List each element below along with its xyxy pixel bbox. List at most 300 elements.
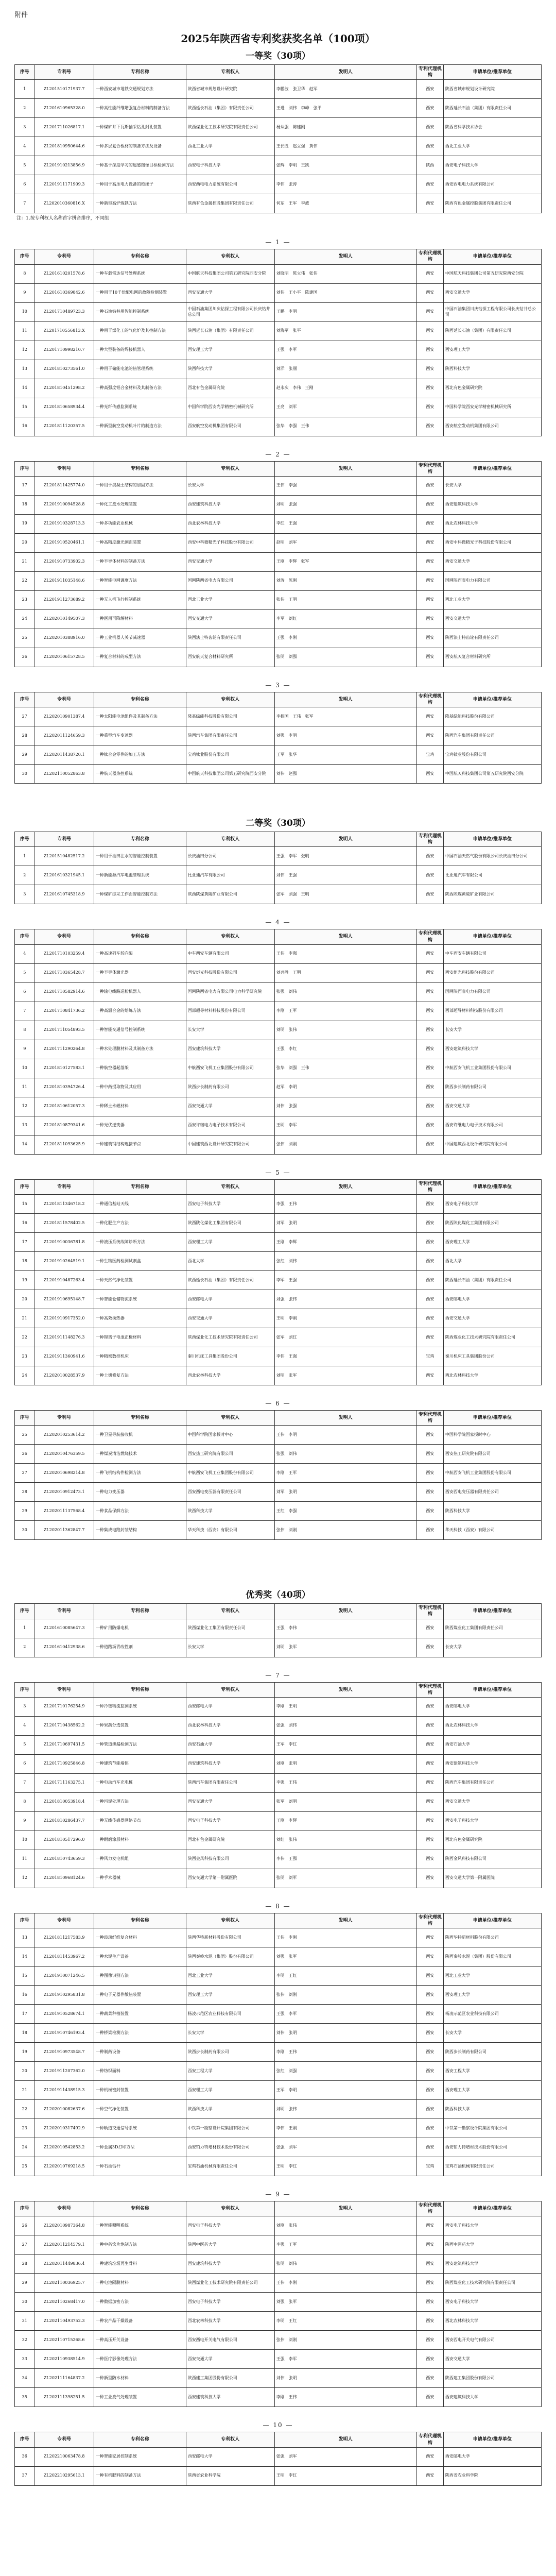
- table-cell: 西安理工大学: [186, 341, 274, 360]
- table-cell: 陕西汽车集团有限责任公司: [443, 726, 541, 745]
- table-cell: 西北农林科技大学: [186, 1366, 274, 1385]
- table-row: [15, 533, 542, 552]
- table-cell: 张明 刘军: [274, 1869, 416, 1888]
- table-row: [15, 1270, 542, 1290]
- table-cell: 一种新型高炉炼铁方法: [94, 194, 186, 213]
- table-cell: 中国石油集团川庆钻探工程有限公司长庆钻井总公司: [186, 302, 274, 321]
- table-cell: 西安: [416, 1213, 443, 1232]
- table-cell: 23: [15, 590, 34, 609]
- table-cell: ZL202010149507.3: [34, 609, 94, 629]
- table-cell: 21: [15, 552, 34, 571]
- table-cell: ZL201910328713.3: [34, 514, 94, 533]
- table-cell: 一种石油钻杆: [94, 2157, 186, 2176]
- table-cell: 西安建筑科技大学: [443, 1754, 541, 1773]
- table-row: [15, 707, 542, 726]
- table-row: [15, 648, 542, 667]
- award-table: [14, 1682, 542, 1888]
- table-cell: 陕西中医药大学: [186, 2235, 274, 2255]
- table-cell: 西安: [416, 2043, 443, 2062]
- column-header: 专利代理机构: [416, 65, 443, 80]
- table-cell: 西安炬光科技股份有限公司: [186, 963, 274, 982]
- column-header: 专利号: [34, 1410, 94, 1425]
- table-cell: 西安: [416, 2466, 443, 2485]
- table-cell: 西安: [416, 1251, 443, 1270]
- table-cell: 西安交通大学: [443, 2350, 541, 2369]
- column-header: 专利代理机构: [416, 1604, 443, 1619]
- table-cell: 陕西建工集团股份有限公司: [186, 2369, 274, 2388]
- table-cell: 李刚 王伟: [274, 2388, 416, 2407]
- table-row: [15, 99, 542, 118]
- table-cell: ZL201711054893.5: [34, 1021, 94, 1040]
- table-cell: 一种图像识别方法: [94, 1967, 186, 1986]
- table-cell: 一种高压开关设备: [94, 2331, 186, 2350]
- table-cell: 王强 李伟: [274, 1619, 416, 1638]
- table-cell: ZL202010769218.5: [34, 2157, 94, 2176]
- table-cell: ZL201710925846.8: [34, 1754, 94, 1773]
- table-cell: 陕西陕煤黄陵矿业有限公司: [443, 885, 541, 904]
- table-cell: 一种电动汽车充电桩: [94, 1773, 186, 1792]
- table-cell: 一种新型防水材料: [94, 2369, 186, 2388]
- table-cell: 12: [15, 1097, 34, 1116]
- table-cell: ZL202011137568.4: [34, 1502, 94, 1521]
- table-cell: 中国石油天然气股份有限公司长庆油田分公司: [443, 847, 541, 866]
- table-cell: ZL201811217583.9: [34, 1928, 94, 1947]
- table-cell: 宝鸡石油机械有限责任公司: [186, 2157, 274, 2176]
- table-cell: ZL201810394726.4: [34, 1078, 94, 1097]
- table-cell: 8: [15, 1021, 34, 1040]
- table-cell: 陕西步长制药有限公司: [186, 2043, 274, 2062]
- table-cell: 西安: [416, 1059, 443, 1078]
- table-row: [15, 1638, 542, 1657]
- table-cell: 西安: [416, 963, 443, 982]
- table-cell: 29: [15, 2274, 34, 2293]
- table-cell: ZL201811425774.0: [34, 476, 94, 495]
- table-header-row: [15, 692, 542, 707]
- table-cell: 西安: [416, 1521, 443, 1540]
- table-cell: 宝鸡石油机械有限责任公司: [443, 2157, 541, 2176]
- table-cell: 中国航天科技集团公司第五研究院西安分院: [186, 264, 274, 283]
- table-cell: 西安建筑科技大学: [186, 1754, 274, 1773]
- page-number: — 2 —: [265, 450, 291, 458]
- table-cell: 9: [15, 1811, 34, 1831]
- table-cell: 一种玻璃纤维复合材料: [94, 1928, 186, 1947]
- table-cell: 一种化肥生产方法: [94, 1213, 186, 1232]
- column-header: 专利代理机构: [416, 2201, 443, 2216]
- table-cell: 一种土壤修复方法: [94, 1366, 186, 1385]
- table-cell: 14: [15, 1135, 34, 1154]
- table-cell: 张伟 王明: [274, 590, 416, 609]
- table-cell: 27: [15, 2235, 34, 2255]
- column-header: 序号: [15, 1179, 34, 1194]
- table-cell: 西北农林科技大学: [443, 1716, 541, 1735]
- table-row: [15, 2157, 542, 2176]
- page-number: — 8 —: [265, 1902, 291, 1910]
- table-cell: 中铁第一勘察设计院集团有限公司: [443, 2119, 541, 2138]
- table-cell: ZL201911360941.6: [34, 1347, 94, 1366]
- table-cell: 陕西煤业化工技术研究院有限责任公司: [186, 118, 274, 137]
- table-row: [15, 629, 542, 648]
- column-header: 申请单位/推荐单位: [443, 249, 541, 264]
- table-cell: 陕西步长制药有限公司: [443, 2043, 541, 2062]
- table-cell: 西安邮电大学: [186, 2447, 274, 2466]
- table-cell: 刘明 张军: [274, 1366, 416, 1385]
- table-cell: 西安: [416, 417, 443, 436]
- table-cell: 一种桥梁检测方法: [94, 2024, 186, 2043]
- table-cell: 西安: [416, 1040, 443, 1059]
- award-table: [14, 1603, 542, 1657]
- table-cell: 26: [15, 648, 34, 667]
- table-cell: 一种电池隔膜材料: [94, 2274, 186, 2293]
- table-cell: 一种新能源汽车电池管理系统: [94, 866, 186, 885]
- table-cell: 王强 李军: [274, 341, 416, 360]
- table-cell: ZL201610745318.9: [34, 885, 94, 904]
- column-header: 专利名称: [94, 1682, 186, 1697]
- award-sections: [14, 48, 542, 2495]
- table-cell: 陕西步长制药有限公司: [443, 1078, 541, 1097]
- table-cell: 7: [15, 1773, 34, 1792]
- table-cell: 西安航天复合材料研究所: [186, 648, 274, 667]
- table-cell: 西安: [416, 2138, 443, 2157]
- column-header: 专利权人: [186, 1179, 274, 1194]
- table-cell: ZL201510171937.7: [34, 80, 94, 99]
- table-cell: 刘刚 张伟: [274, 2216, 416, 2235]
- table-cell: 一种重型汽车变速器: [94, 726, 186, 745]
- table-cell: ZL201810517296.0: [34, 1831, 94, 1850]
- table-cell: 西安航空发动机集团有限公司: [186, 417, 274, 436]
- table-cell: 西北工业大学: [443, 137, 541, 156]
- table-cell: 中航西安飞机工业集团股份有限公司: [443, 1059, 541, 1078]
- table-cell: 陕西汽车集团有限责任公司: [186, 726, 274, 745]
- table-cell: 西安: [416, 2100, 443, 2119]
- column-header: 序号: [15, 1913, 34, 1928]
- table-cell: 西安: [416, 379, 443, 398]
- table-cell: 宝鸡钛业股份有限公司: [186, 745, 274, 765]
- table-row: [15, 866, 542, 885]
- table-cell: 西安: [416, 1366, 443, 1385]
- table-cell: ZL201910733902.3: [34, 552, 94, 571]
- table-cell: 比亚迪汽车有限公司: [186, 866, 274, 885]
- table-cell: 西安理工大学: [443, 2081, 541, 2100]
- table-cell: 一种工业废气处理装置: [94, 2388, 186, 2407]
- column-header: 专利号: [34, 1913, 94, 1928]
- column-header: 专利代理机构: [416, 2432, 443, 2447]
- table-cell: 中国建筑西北设计研究院有限公司: [443, 1135, 541, 1154]
- table-cell: ZL201711290264.8: [34, 1040, 94, 1059]
- table-cell: 陕西科技大学: [443, 1502, 541, 1521]
- table-row: [15, 2293, 542, 2312]
- table-cell: 一种水泥生产设备: [94, 1947, 186, 1967]
- column-header: 申请单位/推荐单位: [443, 1682, 541, 1697]
- table-cell: 8: [15, 264, 34, 283]
- table-cell: 20: [15, 1290, 34, 1309]
- table-cell: ZL201810273561.0: [34, 360, 94, 379]
- table-cell: 23: [15, 1347, 34, 1366]
- table-row: [15, 2216, 542, 2235]
- table-cell: 陕西煤业化工集团有限责任公司: [443, 1619, 541, 1638]
- table-cell: 王强 李军 张明: [274, 847, 416, 866]
- column-header: 专利代理机构: [416, 1179, 443, 1194]
- table-cell: 张强 刘军: [274, 2447, 416, 2466]
- column-header: 申请单位/推荐单位: [443, 832, 541, 847]
- table-cell: 西安: [416, 2119, 443, 2138]
- table-cell: 李强 王伟: [274, 1194, 416, 1213]
- table-cell: 西北有色金属研究院: [186, 379, 274, 398]
- table-cell: 20: [15, 2062, 34, 2081]
- table-cell: 一种冷链物流监测系统: [94, 1697, 186, 1716]
- table-cell: 中车西安车辆有限公司: [186, 944, 274, 963]
- table-cell: 西部超导材料科技股份有限公司: [186, 1002, 274, 1021]
- table-cell: 西安西电电力系统有限公司: [186, 175, 274, 194]
- table-cell: 12: [15, 341, 34, 360]
- column-header: 发明人: [274, 1179, 416, 1194]
- table-cell: ZL202011449836.4: [34, 2255, 94, 2274]
- table-cell: 西安交通大学: [443, 1097, 541, 1116]
- award-table: [14, 832, 542, 904]
- column-header: 申请单位/推荐单位: [443, 1913, 541, 1928]
- table-cell: 中车西安车辆有限公司: [443, 944, 541, 963]
- table-cell: 西安: [416, 1947, 443, 1967]
- table-cell: 王军 张华: [274, 745, 416, 765]
- column-header: 申请单位/推荐单位: [443, 692, 541, 707]
- table-cell: ZL202010912473.1: [34, 1483, 94, 1502]
- table-row: [15, 2100, 542, 2119]
- table-cell: 西安交通大学: [186, 1097, 274, 1116]
- table-cell: 陕西金风科技有限公司: [186, 1850, 274, 1869]
- table-header-row: [15, 1179, 542, 1194]
- table-cell: 李刚 王军: [274, 1464, 416, 1483]
- table-cell: 14: [15, 1947, 34, 1967]
- table-cell: 刘军 张明: [274, 1213, 416, 1232]
- column-header: 发明人: [274, 2432, 416, 2447]
- table-cell: 西安理工大学: [443, 1232, 541, 1251]
- award-section: [14, 793, 542, 1549]
- table-cell: 一种光纤传感监测系统: [94, 398, 186, 417]
- table-cell: 30: [15, 765, 34, 784]
- table-cell: 西安建筑科技大学: [186, 495, 274, 514]
- table-cell: 西安: [416, 847, 443, 866]
- table-row: [15, 963, 542, 982]
- column-header: 发明人: [274, 2201, 416, 2216]
- table-cell: 16: [15, 417, 34, 436]
- table-cell: 西安电子科技大学: [186, 2216, 274, 2235]
- column-header: 专利权人: [186, 2432, 274, 2447]
- table-cell: 张军 刘明: [274, 1792, 416, 1811]
- table-row: [15, 194, 542, 213]
- table-cell: 一种水处理膜材料及其制备方法: [94, 1040, 186, 1059]
- table-cell: 李伟 王强: [274, 1850, 416, 1869]
- table-cell: 王红 李强: [274, 1502, 416, 1521]
- table-cell: 刘伟 赵强: [274, 765, 416, 784]
- column-header: 专利权人: [186, 2201, 274, 2216]
- table-row: [15, 1426, 542, 1445]
- table-cell: 西安: [416, 1773, 443, 1792]
- table-row: [15, 1792, 542, 1811]
- table-cell: 西安西电变压器有限责任公司: [443, 1483, 541, 1502]
- table-cell: 14: [15, 379, 34, 398]
- table-row: [15, 1213, 542, 1232]
- table-cell: 刘军 张明: [274, 1483, 416, 1502]
- table-cell: 西安: [416, 1290, 443, 1309]
- table-cell: 一种生物医药检测试剂盒: [94, 1251, 186, 1270]
- table-cell: 王强 李刚: [274, 629, 416, 648]
- table-cell: 李伟 王强: [274, 1347, 416, 1366]
- table-cell: ZL201811120357.5: [34, 417, 94, 436]
- table-cell: 刘晓明 陈立伟 张伟: [274, 264, 416, 283]
- table-cell: 张强 刘伟: [274, 1445, 416, 1464]
- table-cell: 西部超导材料科技股份有限公司: [443, 1002, 541, 1021]
- table-row: [15, 1831, 542, 1850]
- column-header: 专利权人: [186, 1604, 274, 1619]
- table-cell: 一种煤矿井下瓦斯抽采钻孔封孔装置: [94, 118, 186, 137]
- table-cell: 一种数据加密方法: [94, 2293, 186, 2312]
- table-cell: 西安中科微精光子科技股份有限公司: [443, 533, 541, 552]
- table-cell: 17: [15, 476, 34, 495]
- table-cell: 张红 刘伟: [274, 1251, 416, 1270]
- table-cell: 刘海军 张平: [274, 321, 416, 341]
- table-cell: 王军 李明: [274, 2081, 416, 2100]
- column-header: 发明人: [274, 929, 416, 944]
- table-cell: 西安邮电大学: [186, 1290, 274, 1309]
- table-cell: ZL202210063478.8: [34, 2447, 94, 2466]
- table-cell: 西安: [416, 2062, 443, 2081]
- table-cell: 中国科学院西安光学精密机械研究所: [186, 398, 274, 417]
- table-cell: 西安热工研究院有限公司: [443, 1445, 541, 1464]
- table-cell: 长安大学: [443, 1021, 541, 1040]
- table-cell: ZL202010317492.9: [34, 2119, 94, 2138]
- table-cell: 一种金属3D打印方法: [94, 2138, 186, 2157]
- table-cell: 华天科技（西安）有限公司: [443, 1521, 541, 1540]
- column-header: 专利号: [34, 692, 94, 707]
- table-cell: 西安: [416, 80, 443, 99]
- table-cell: ZL202110036925.7: [34, 2274, 94, 2293]
- table-cell: 28: [15, 2255, 34, 2274]
- table-cell: 中国科学院西安光学精密机械研究所: [443, 398, 541, 417]
- table-cell: 隆基绿能科技股份有限公司: [186, 707, 274, 726]
- table-cell: 一种机械密封装置: [94, 2081, 186, 2100]
- table-cell: 陕西省农业科学院: [443, 2466, 541, 2485]
- table-cell: 李鹏波 张卫华 赵军: [274, 80, 416, 99]
- table-cell: 王刚 李辉: [274, 1232, 416, 1251]
- table-cell: 西安许继电力电子技术有限公司: [186, 1116, 274, 1135]
- table-cell: 西安中科微精光子科技股份有限公司: [186, 533, 274, 552]
- page-title: 2025年陕西省专利奖获奖名单（100项）: [181, 32, 375, 45]
- table-cell: 西北大学: [186, 1251, 274, 1270]
- table-cell: 30: [15, 2293, 34, 2312]
- table-cell: 9: [15, 1040, 34, 1059]
- table-cell: ZL202010082637.6: [34, 2100, 94, 2119]
- table-cell: 西安交通大学: [443, 609, 541, 629]
- table-cell: 西北农林科技大学: [443, 2312, 541, 2331]
- table-cell: 张华 刘强 王伟: [274, 1059, 416, 1078]
- table-row: [15, 514, 542, 533]
- column-header: 专利名称: [94, 929, 186, 944]
- table-row: [15, 571, 542, 590]
- table-cell: 西安: [416, 707, 443, 726]
- table-row: [15, 2331, 542, 2350]
- award-table: [14, 1179, 542, 1385]
- table-cell: 王伟 李刚: [274, 1928, 416, 1947]
- column-header: 专利代理机构: [416, 692, 443, 707]
- table-row: [15, 1251, 542, 1270]
- table-cell: 西安: [416, 2235, 443, 2255]
- table-row: [15, 1194, 542, 1213]
- table-cell: 22: [15, 1328, 34, 1347]
- table-cell: 王军 李红: [274, 1735, 416, 1754]
- table-cell: 一种蔬菜种植装置: [94, 2005, 186, 2024]
- table-cell: 2: [15, 1638, 34, 1657]
- table-cell: 西安: [416, 1002, 443, 1021]
- table-cell: 一种天然气净化装置: [94, 1270, 186, 1290]
- table-cell: 西安: [416, 2331, 443, 2350]
- table-cell: ZL201811346718.2: [34, 1194, 94, 1213]
- table-cell: 李强 王军: [274, 2235, 416, 2255]
- table-cell: 4: [15, 1716, 34, 1735]
- table-row: [15, 1754, 542, 1773]
- column-header: 专利号: [34, 2432, 94, 2447]
- table-cell: 31: [15, 2312, 34, 2331]
- table-cell: 一种通信基站天线: [94, 1194, 186, 1213]
- table-cell: 一种医用可降解材料: [94, 609, 186, 629]
- table-cell: ZL202111398251.5: [34, 2388, 94, 2407]
- table-cell: 长安大学: [443, 476, 541, 495]
- table-cell: 西安: [416, 1483, 443, 1502]
- table-cell: 中国石油集团川庆钻探工程有限公司长庆钻井总公司: [443, 302, 541, 321]
- column-header: 发明人: [274, 832, 416, 847]
- table-cell: ZL201910528674.1: [34, 2005, 94, 2024]
- table-cell: 一种高速列车转向架: [94, 944, 186, 963]
- table-cell: ZL201810127583.1: [34, 1059, 94, 1078]
- table-cell: 一种道路沥青改性剂: [94, 1638, 186, 1657]
- table-cell: 13: [15, 1928, 34, 1947]
- table-cell: 王刚 李辉: [274, 1811, 416, 1831]
- table-cell: 西安: [416, 175, 443, 194]
- table-cell: ZL201910917352.0: [34, 1309, 94, 1328]
- table-cell: 陕西华特新材料股份有限公司: [443, 1928, 541, 1947]
- table-cell: 西安: [416, 609, 443, 629]
- table-cell: 21: [15, 1309, 34, 1328]
- table-cell: 陕西法士特齿轮有限责任公司: [443, 629, 541, 648]
- column-header: 序号: [15, 65, 34, 80]
- table-row: [15, 2466, 542, 2485]
- table-cell: 西北有色金属研究院: [443, 1831, 541, 1850]
- table-cell: 刘强 李明: [274, 726, 416, 745]
- table-row: [15, 1135, 542, 1154]
- section-title: 一等奖（30项）: [246, 51, 310, 61]
- table-cell: 西安电子科技大学: [186, 156, 274, 175]
- table-cell: 刘强 张伟: [274, 1290, 416, 1309]
- table-cell: 西安邮电大学: [443, 1697, 541, 1716]
- table-cell: 陕西建工集团股份有限公司: [443, 2369, 541, 2388]
- table-cell: 王强 李红: [274, 1040, 416, 1059]
- table-row: [15, 2005, 542, 2024]
- table-cell: 西安电子科技大学: [443, 2216, 541, 2235]
- column-header: 专利名称: [94, 1179, 186, 1194]
- table-cell: 长安大学: [186, 2024, 274, 2043]
- table-cell: 西安: [416, 118, 443, 137]
- table-cell: 一种空气净化装置: [94, 2100, 186, 2119]
- table-cell: 1: [15, 847, 34, 866]
- table-header-row: [15, 461, 542, 476]
- table-row: [15, 80, 542, 99]
- table-cell: ZL201710582914.6: [34, 982, 94, 1002]
- table-row: [15, 2255, 542, 2274]
- table-cell: 国网陕西省电力有限公司: [186, 571, 274, 590]
- table-cell: ZL201710998210.7: [34, 341, 94, 360]
- table-cell: 李伟 张涛: [274, 175, 416, 194]
- table-cell: 西安: [416, 533, 443, 552]
- table-cell: 一种煤矿综采工作面智能控制方法: [94, 885, 186, 904]
- attachment-label: 附件: [14, 11, 28, 19]
